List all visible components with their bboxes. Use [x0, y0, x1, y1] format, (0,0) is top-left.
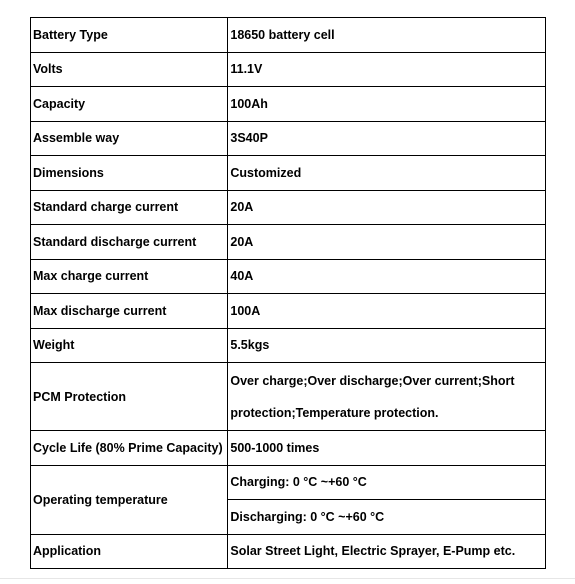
spec-label-max-discharge: Max discharge current — [31, 294, 228, 329]
spec-value-battery-type: 18650 battery cell — [228, 18, 546, 53]
spec-value-assemble-way: 3S40P — [228, 121, 546, 156]
spec-value-max-charge: 40A — [228, 259, 546, 294]
spec-label-std-discharge: Standard discharge current — [31, 225, 228, 260]
spec-value-std-charge: 20A — [228, 190, 546, 225]
spec-label-max-charge: Max charge current — [31, 259, 228, 294]
spec-value-discharging-temp: Discharging: 0 °C ~+60 °C — [228, 500, 546, 535]
table-row — [31, 87, 546, 122]
spec-value-weight: 5.5kgs — [228, 328, 546, 363]
table-row — [31, 328, 546, 363]
table-row — [31, 190, 546, 225]
spec-label-operating-temp: Operating temperature — [31, 465, 228, 534]
table-row — [31, 52, 546, 87]
table-row — [31, 18, 546, 53]
spec-value-capacity: 100Ah — [228, 87, 546, 122]
spec-label-cycle-life: Cycle Life (80% Prime Capacity) — [31, 431, 228, 466]
table-row — [31, 121, 546, 156]
spec-value-volts: 11.1V — [228, 52, 546, 87]
spec-value-std-discharge: 20A — [228, 225, 546, 260]
spec-label-dimensions: Dimensions — [31, 156, 228, 191]
spec-label-capacity: Capacity — [31, 87, 228, 122]
spec-value-charging-temp: Charging: 0 °C ~+60 °C — [228, 465, 546, 500]
spec-value-dimensions: Customized — [228, 156, 546, 191]
spec-label-assemble-way: Assemble way — [31, 121, 228, 156]
spec-label-battery-type: Battery Type — [31, 18, 228, 53]
spec-value-cycle-life: 500-1000 times — [228, 431, 546, 466]
table-row — [31, 156, 546, 191]
bottom-divider — [0, 578, 575, 579]
spec-label-weight: Weight — [31, 328, 228, 363]
table-row — [31, 294, 546, 329]
spec-label-volts: Volts — [31, 52, 228, 87]
table-row — [31, 465, 546, 500]
table-row — [31, 534, 546, 569]
spec-label-std-charge: Standard charge current — [31, 190, 228, 225]
table-row — [31, 225, 546, 260]
table-row — [31, 259, 546, 294]
table-row — [31, 363, 546, 431]
spec-label-pcm: PCM Protection — [31, 363, 228, 431]
battery-spec-table — [30, 17, 546, 569]
spec-label-application: Application — [31, 534, 228, 569]
spec-value-application: Solar Street Light, Electric Sprayer, E-Pump etc. — [228, 534, 546, 569]
spec-value-max-discharge: 100A — [228, 294, 546, 329]
table-row — [31, 431, 546, 466]
spec-value-pcm: Over charge;Over discharge;Over current;Short protection;Temperature protection. — [228, 363, 546, 431]
